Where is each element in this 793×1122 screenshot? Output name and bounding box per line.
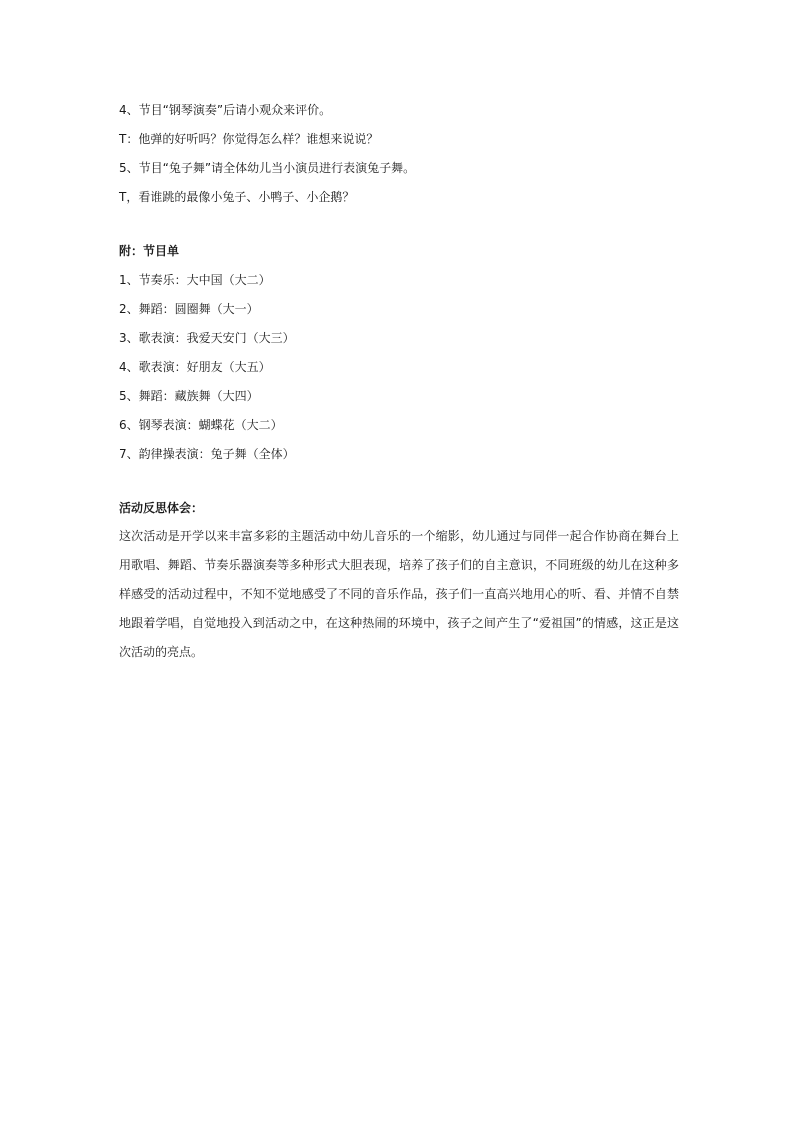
program-item: 7、韵律操表演：兔子舞（全体） — [119, 447, 295, 461]
program-item: 5、舞蹈：藏族舞（大四） — [119, 389, 259, 403]
program-item: 6、钢琴表演：蝴蝶花（大二） — [119, 418, 283, 432]
step-item: T：他弹的好听吗？你觉得怎么样？谁想来说说？ — [119, 132, 379, 146]
reflection-heading: 活动反思体会： — [119, 501, 204, 515]
section-gap — [119, 473, 679, 498]
program-heading: 附：节目单 — [119, 244, 180, 258]
reflection-paragraph: 这次活动是开学以来丰富多彩的主题活动中幼儿音乐的一个缩影，幼儿通过与同伴一起合作协商在舞台上用歌唱、舞蹈、节奏乐器演奏等多种形式大胆表现，培养了孩子们的自主意识，不同班级的幼儿在这种多样感受的活动过程中，不知不觉地感受了不同的音乐作品，孩子们一直高兴地用心的听、看、并情不自禁地跟着学唱，自觉地投入到活动之中，在这种热闹的环境中，孩子之间产生了“爱祖国”的情感，这正是这次活动的亮点。 — [119, 529, 679, 659]
program-item: 2、舞蹈：圆圈舞（大一） — [119, 302, 259, 316]
step-item: 5、节目“兔子舞”请全体幼儿当小演员进行表演兔子舞。 — [119, 161, 416, 175]
program-item: 1、节奏乐：大中国（大二） — [119, 273, 271, 287]
section-gap — [119, 216, 679, 241]
program-item: 3、歌表演：我爱天安门（大三） — [119, 331, 295, 345]
step-item: 4、节目“钢琴演奏”后请小观众来评价。 — [119, 103, 332, 117]
document-content — [119, 100, 679, 667]
step-item: T，看谁跳的最像小兔子、小鸭子、小企鹅？ — [119, 190, 355, 204]
program-item: 4、歌表演：好朋友（大五） — [119, 360, 271, 374]
